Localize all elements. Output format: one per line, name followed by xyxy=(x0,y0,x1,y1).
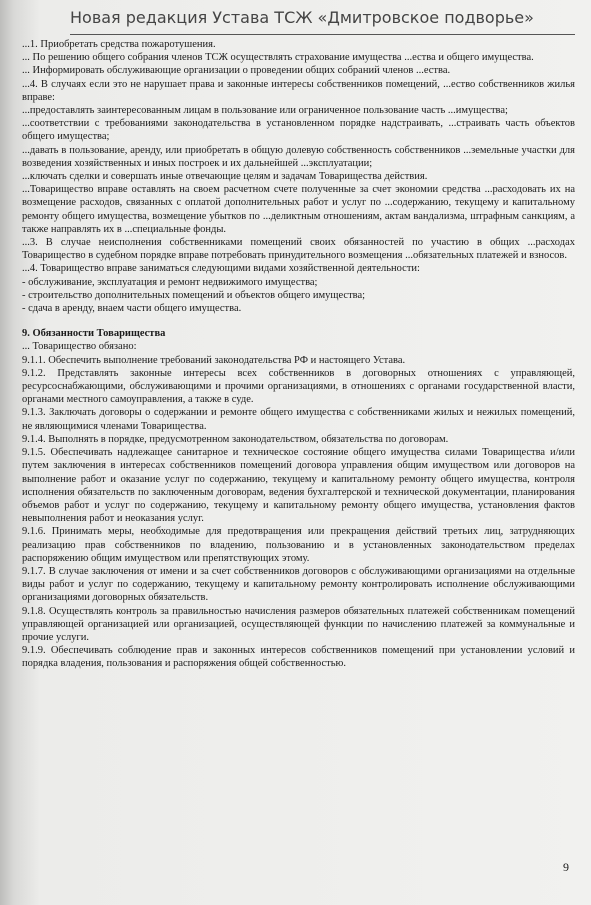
paragraph: ...1. Приобретать средства пожаротушения. xyxy=(22,39,216,50)
paragraph: 9.1.2. Представлять законные интересы всех собственников в договорных отношениях с управляющей, ресурсоснабжающими, обслуживающими и прочими организациями, в отношениях с органами государственной власти, органами местного самоуправления, а также в суде. xyxy=(22,367,575,406)
paragraph: ...4. В случаях если это не нарушает права и законные интересы собственников помещений, ...ество собственников жилья вправе: xyxy=(22,78,575,103)
list-item: - строительство дополнительных помещений и объектов общего имущества; xyxy=(22,289,366,301)
paragraph: 9.1.3. Заключать договоры о содержании и ремонте общего имущества с собственниками жилых и нежилых помещений, не являющимися членами Товарищества. xyxy=(22,407,575,432)
paragraph: ...давать в пользование, аренду, или приобретать в общую долевую собственность собственников ...земельные участки для возведения хозяйственных и иных построек и их дальнейшей ...эксплуатации; xyxy=(22,144,575,169)
paragraph: 9.1.8. Осуществлять контроль за правильностью начисления размеров обязательных платежей собственникам помещений управляющей организацией или организацией, осуществляющей функции по начислению платежей за коммунальные и прочие услуги. xyxy=(22,605,575,643)
document-header: Новая редакция Устава ТСЖ «Дмитровское подворье» xyxy=(70,4,575,35)
paragraph: ...ключать сделки и совершать иные отвечающие целям и задачам Товарищества действия. xyxy=(22,171,428,183)
paragraph: 9.1.9. Обеспечивать соблюдение прав и законных интересов собственников помещений при установлении условий и порядка владения, пользования и распоряжения общей собственностью. xyxy=(22,645,575,670)
section-intro: ... Товарищество обязано: xyxy=(22,341,137,353)
paragraph: ...3. В случае неисполнения собственниками помещений своих обязанностей по участию в общих ...расходах Товарищество в судебном порядке вправе потребовать принудительного возмещения ...обязательных платежей и взносов. xyxy=(22,237,575,262)
document-body xyxy=(22,38,575,671)
paragraph: ...4. Товарищество вправе заниматься следующими видами хозяйственной деятельности: xyxy=(22,263,420,275)
list-item: - сдача в аренду, внаем части общего имущества. xyxy=(22,303,242,315)
paragraph: 9.1.6. Принимать меры, необходимые для предотвращения или прекращения действий третьих лиц, затрудняющих реализацию прав собственников по владению, пользованию и в установленных законодательством пределах распоряжению общим имуществом или препятствующих этому. xyxy=(22,526,575,564)
paragraph: 9.1.7. В случае заключения от имени и за счет собственников договоров с обслуживающими организациями на отдельные виды работ и услуг по содержанию, текущему и капитальному ремонту контролировать исполнение обслуживающими организациями договорных обязательств. xyxy=(22,565,575,604)
paragraph: ... По решению общего собрания членов ТСЖ осуществлять страхование имущества ...ества и общего имущества. xyxy=(22,52,534,64)
section-gap xyxy=(22,315,575,327)
paragraph: ...соответствии с требованиями законодательства в установленном порядке надстраивать, ...страивать часть объектов общего имущества; xyxy=(22,118,575,143)
paragraph: 9.1.1. Обеспечить выполнение требований законодательства РФ и настоящего Устава. xyxy=(22,354,406,366)
paragraph: ...предоставлять заинтересованным лицам в пользование или ограниченное пользование часть ...имущества; xyxy=(22,105,508,117)
list-item: - обслуживание, эксплуатация и ремонт недвижимого имущества; xyxy=(22,276,318,288)
paragraph: 9.1.4. Выполнять в порядке, предусмотренном законодательством, обязательства по договорам. xyxy=(22,433,449,445)
paragraph: 9.1.5. Обеспечивать надлежащее санитарное и техническое состояние общего имущества силами Товарищества и/или путем заключения в интересах собственников помещений договора управления общим имуществом или договоров на выполнение работ и оказание услуг по содержанию, текущему и капитальному ремонту общего имущества, контроля исполнения обязательств по заключенным договорам, ведения бухгалтерской и технической документации, планирования объемов работ и услуг по содержанию, текущему и капитальному ремонту общего имущества, установления фактов невыполнения работ и неоказания услуг. xyxy=(22,447,575,525)
section-title: 9. Обязанности Товарищества xyxy=(22,328,166,340)
page-number: 9 xyxy=(563,860,569,874)
paragraph: ...Товарищество вправе оставлять на своем расчетном счете полученные за счет экономии средства ...расходовать их на возмещение расходов, связанных с оплатой дополнительных работ и услуг по ...содержанию, текущему и капитальному ремонту общего имущества, возмещение убытков по ...деликтным отношениям, актам вандализма, штрафным санкциям, а также направлять их в ...специальные фонды. xyxy=(22,184,575,235)
paragraph: ... Информировать обслуживающие организации о проведении общих собраний членов ...ества. xyxy=(22,65,451,77)
